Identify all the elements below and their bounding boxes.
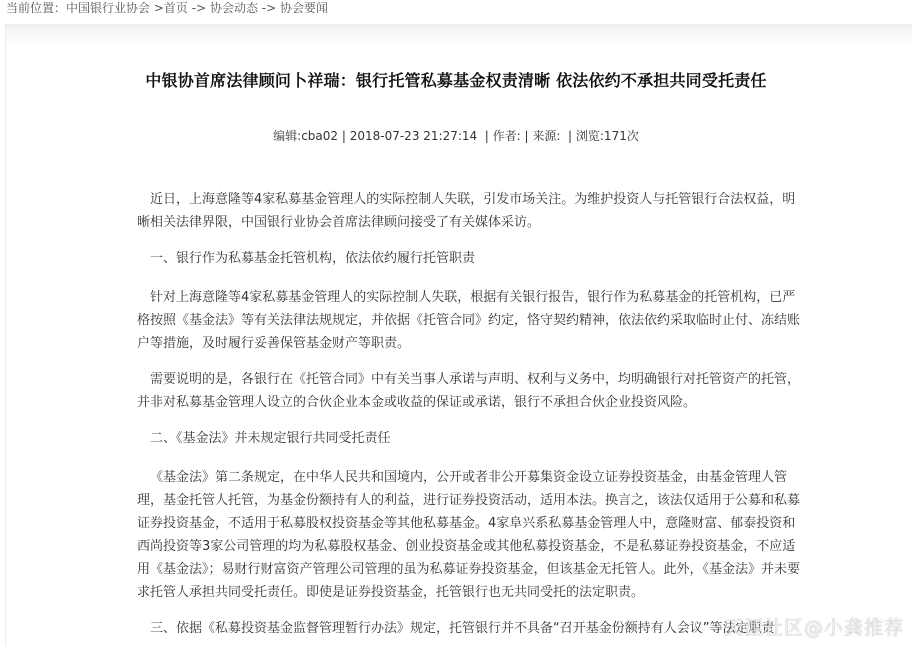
article-paragraph: 近日，上海意隆等4家私募基金管理人的实际控制人失联，引发市场关注。为维护投资人与托管银行合法权益，明晰相关法律界限，中国银行业协会首席法律顾问接受了有关媒体采访。 [137, 192, 796, 230]
section-heading-3: 三、依据《私募投资基金监督管理暂行办法》规定，托管银行并不具备“召开基金份额持有人会议”等法定职责 [150, 621, 775, 636]
article-meta: 编辑:cba02 | 2018-07-23 21:27:14 | 作者: | 来源: | 浏览:171次 [273, 129, 639, 143]
article-paragraph: 针对上海意隆等4家私募基金管理人的实际控制人失联，根据有关银行报告，银行作为私募基金的托管机构，已严格按照《基金法》等有关法律法规规定，并依据《托管合同》约定，恪守契约精神，依法依约采取临时止付、冻结账户等措施，及时履行妥善保管基金财产等职责。 [137, 290, 801, 351]
breadcrumb-link-news[interactable]: 协会要闻 [279, 1, 328, 15]
section-heading-2: 二、《基金法》并未规定银行共同受托责任 [150, 431, 391, 446]
breadcrumb-label: 当前位置： [6, 1, 67, 15]
article-title: 中银协首席法律顾问卜祥瑞：银行托管私募基金权责清晰 依法依约不承担共同受托责任 [145, 71, 767, 90]
article-paragraph: 需要说明的是，各银行在《托管合同》中有关当事人承诺与声明、权利与义务中，均明确银行对托管资产的托管，并非对私募基金管理人设立的合伙企业本金或收益的保证或承诺，银行不承担合伙企业投资风险。 [137, 372, 801, 410]
breadcrumb-separator: > [150, 1, 164, 15]
article-paragraph: 《基金法》第二条规定，在中华人民共和国境内，公开或者非公开募集资金设立证券投资基金，由基金管理人管理，基金托管人托管，为基金份额持有人的利益，进行证券投资活动，适用本法。换言之，该法仅适用于公募和私募证券投资基金，不适用于私募股权投资基金等其他私募基金。4家阜兴系私募基金管理人中，意隆财富、郁泰投资和西尚投资等3家公司管理的均为私募股权基金、创业投资基金或其他私募投资基金，不是私募证券投资基金，不应适用《基金法》；易财行财富资产管理公司管理的虽为私募证券投资基金，但该基金无托管人。此外，《基金法》并未要求托管人承担共同受托责任。即使是证券投资基金，托管银行也无共同受托的法定职责。 [137, 470, 801, 600]
breadcrumb-link-home[interactable]: 首页 [163, 1, 188, 15]
article-body [137, 188, 807, 656]
breadcrumb-link-dynamics[interactable]: 协会动态 [209, 1, 258, 15]
watermark: 天涯社区@小龚推荐 [723, 617, 904, 639]
breadcrumb-separator: -> [187, 1, 210, 15]
breadcrumb-link-association[interactable]: 中国银行业协会 [66, 1, 151, 15]
section-heading-1: 一、银行作为私募基金托管机构，依法依约履行托管职责 [150, 251, 476, 266]
breadcrumb [6, 0, 328, 20]
breadcrumb-separator: -> [257, 1, 280, 15]
